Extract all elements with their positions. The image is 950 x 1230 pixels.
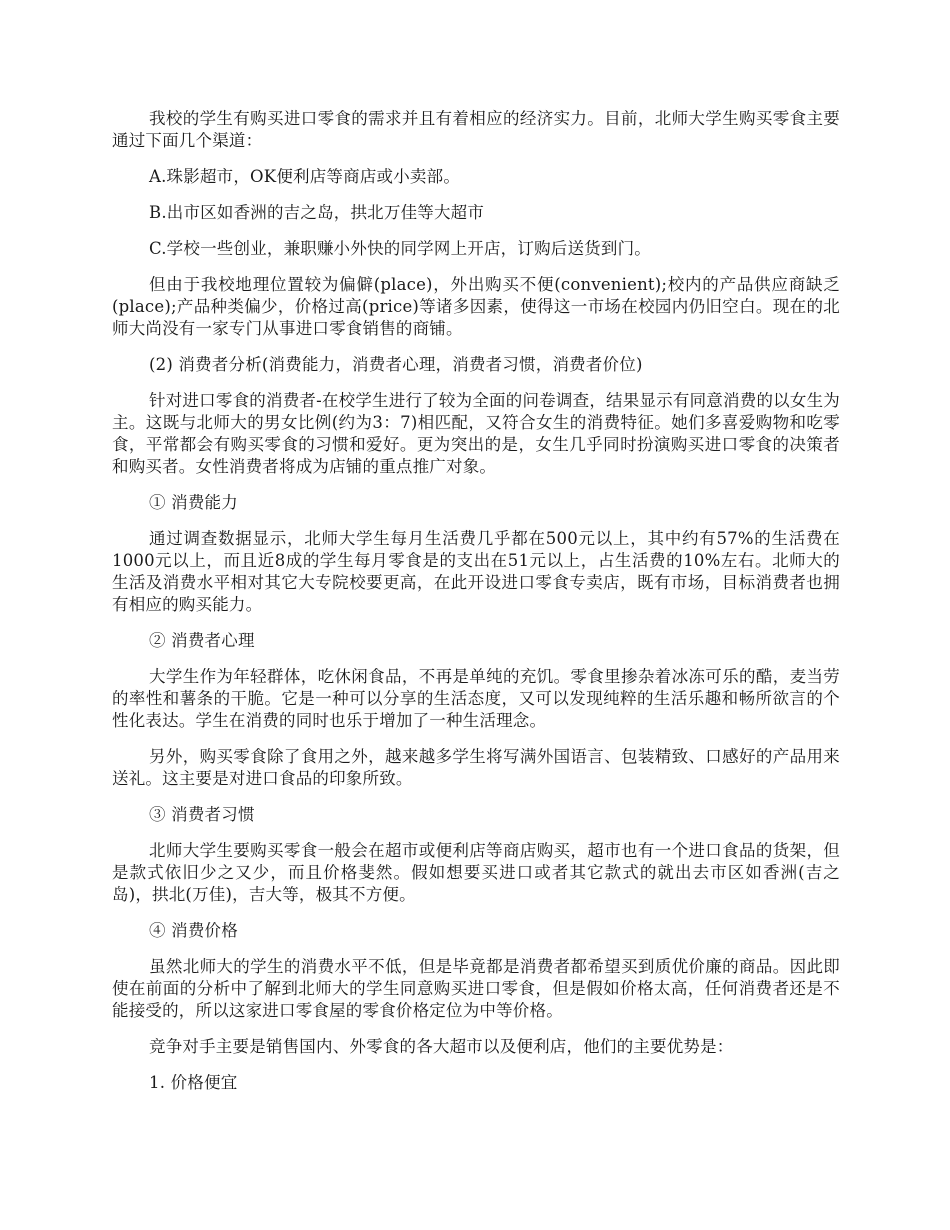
list-item-low-price: 1. 价格便宜 xyxy=(149,1073,238,1092)
paragraph-channel-b: B.出市区如香洲的吉之岛，拱北万佳等大超市 xyxy=(149,203,485,222)
paragraph-consumer-psychology: 大学生作为年轻群体，吃休闲食品，不再是单纯的充饥。零食里掺杂着冰冻可乐的酷，麦当劳的率性和薯条的干脆。它是一种可以分享的生活态度，又可以发现纯粹的生活乐趣和畅所欲言的个性化表达。学生在消费的同时也乐于增加了一种生活理念。 xyxy=(112,667,840,730)
subheading-pricing: ④ 消费价格 xyxy=(149,921,238,940)
subheading-spending-power: ① 消费能力 xyxy=(149,493,238,512)
paragraph-market-gap: 但由于我校地理位置较为偏僻(place)，外出购买不便(convenient);校内的产品供应商缺乏(place);产品种类偏少，价格过高(price)等诸多因素，使得这一市场在校园内仍旧空白。现在的北师大尚没有一家专门从事进口零食销售的商铺。 xyxy=(112,275,840,338)
paragraph-channel-c: C.学校一些创业，兼职赚小外快的同学网上开店，订购后送货到门。 xyxy=(149,239,651,258)
paragraph-spending-power: 通过调查数据显示，北师大学生每月生活费几乎都在500元以上，其中约有57%的生活费在1000元以上，而且近8成的学生每月零食是的支出在51元以上，占生活费的10%左右。北师大的生活及消费水平相对其它大专院校要更高，在此开设进口零食专卖店，既有市场，目标消费者也拥有相应的购买能力。 xyxy=(112,529,840,614)
paragraph-gifting: 另外，购买零食除了食用之外，越来越多学生将写满外国语言、包装精致、口感好的产品用来送礼。这主要是对进口食品的印象所致。 xyxy=(112,747,840,788)
paragraph-competitors: 竞争对手主要是销售国内、外零食的各大超市以及便利店，他们的主要优势是： xyxy=(149,1037,734,1056)
subheading-consumer-psychology: ② 消费者心理 xyxy=(149,631,255,650)
section-heading-consumer-analysis: (2) 消费者分析(消费能力，消费者心理，消费者习惯，消费者价位) xyxy=(149,355,643,374)
paragraph-pricing: 虽然北师大的学生的消费水平不低，但是毕竟都是消费者都希望买到质优价廉的商品。因此即使在前面的分析中了解到北师大的学生同意购买进口零食，但是假如价格太高，任何消费者还是不能接受的，所以这家进口零食屋的零食价格定位为中等价格。 xyxy=(112,957,840,1020)
paragraph-intro: 我校的学生有购买进口零食的需求并且有着相应的经济实力。目前，北师大学生购买零食主要通过下面几个渠道： xyxy=(112,109,840,150)
subheading-consumer-habits: ③ 消费者习惯 xyxy=(149,805,255,824)
paragraph-consumer-habits: 北师大学生要购买零食一般会在超市或便利店等商店购买，超市也有一个进口食品的货架，但是款式依旧少之又少，而且价格斐然。假如想要买进口或者其它款式的就出去市区如香洲(吉之岛)，拱北(万佳)，吉大等，极其不方便。 xyxy=(112,841,840,904)
paragraph-survey: 针对进口零食的消费者-在校学生进行了较为全面的问卷调查，结果显示有同意消费的以女生为主。这既与北师大的男女比例(约为3：7)相匹配，又符合女生的消费特征。她们多喜爱购物和吃零食，平常都会有购买零食的习惯和爱好。更为突出的是，女生几乎同时扮演购买进口零食的决策者和购买者。女性消费者将成为店铺的重点推广对象。 xyxy=(112,391,840,476)
document-body xyxy=(112,108,840,1108)
paragraph-channel-a: A.珠影超市，OK便利店等商店或小卖部。 xyxy=(149,167,461,186)
